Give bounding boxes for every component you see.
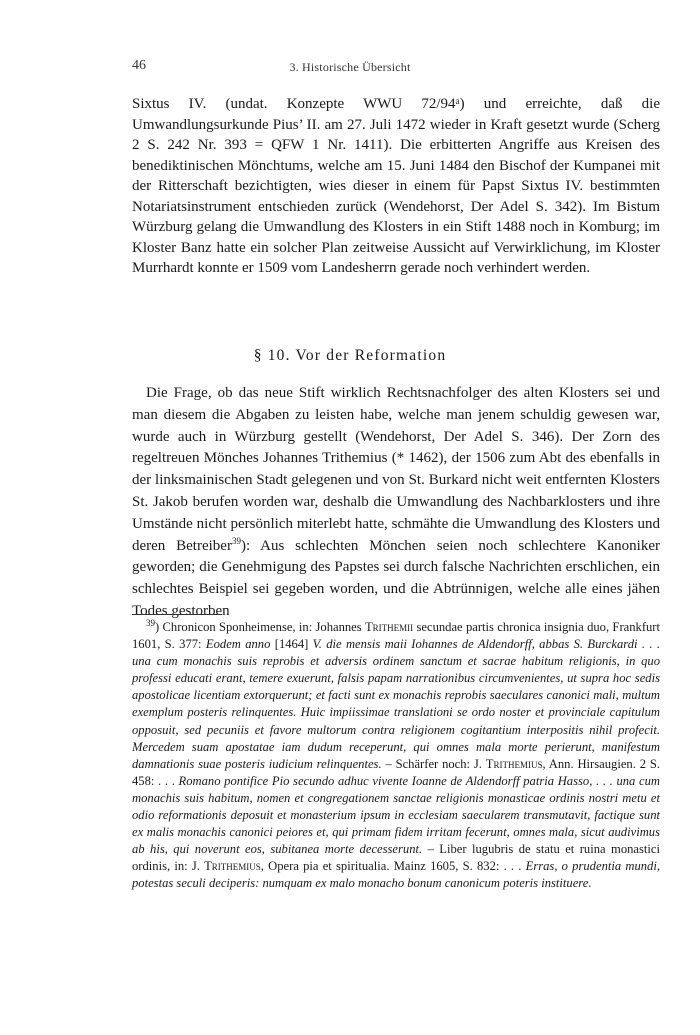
section-heading: § 10. Vor der Reformation — [253, 347, 447, 364]
latin-quote: Romano pontifice Pio secundo adhuc vivente Ioanne de Aldendorff patria Hasso, . . . una cum monachis suis habitum, nomen et congregationem sanctae religionis monasticae ordinis nostri metu et odio reformationis deposuit et monasterium ipsum in ecclesiam saecularem transmutavit, factique sunt ex malis monachis canonici peiores et, qui primam fidem irritam fecerunt, omnes mala, sicut audivimus ab his, qui noverunt eos, subitanea morte decesserunt. — [132, 773, 660, 857]
running-head: 3. Historische Übersicht — [289, 60, 411, 74]
paragraph-text: ): Aus schlechten Mönchen seien noch schlechtere Kanoniker geworden; die Genehmigung des Papstes sei durch falsche Nachrichten erschlichen, ein schlechtes Beispiel sei gegeben worden, und die Abtrünnigen, welche alle eines jähen Todes gestorben — [132, 537, 660, 619]
footnote-marker: 39 — [146, 617, 155, 628]
footnote-text: – Schärfer noch: J. — [381, 756, 486, 771]
paragraph: Sixtus IV. (undat. Konzepte WWU 72/94ᵃ) und erreichte, daß die Umwandlungsurkunde Pius’ II. am 27. Juli 1472 wieder in Kraft gesetzt wurde (Scherg 2 S. 242 Nr. 393 = QFW 1 Nr. 1411). Die erbitterten Angriffe aus Kreisen des benediktinischen Mönchtums, welche am 15. Juni 1484 den Bischof der Kumpanei mit der Ritterschaft bezichtigten, wies dieser in einem für Papst Sixtus IV. bestimmten Notariatsinstrument entschieden zurück (Wendehorst, Der Adel S. 342). Im Bistum Würzburg gelang die Umwandlung des Klosters in ein Stift 1488 noch in Komburg; im Kloster Banz hatte ein solcher Plan zeitweise Aussicht auf Verwirklichung, im Kloster Murrhardt konnte er 1509 vom Landesherrn gerade noch verhindert werden. — [132, 96, 660, 276]
body-text-continuation — [132, 94, 660, 279]
footnote-text: [1464] — [270, 637, 313, 652]
author-name: Trithemii — [364, 620, 414, 634]
footnote-text: ) Chronicon Sponheimense, in: Johannes — [155, 620, 365, 634]
footnote-text: , Opera pia et spiritualia. Mainz 1605, S. 832: . . . — [260, 859, 526, 874]
latin-quote: Erras, o prudentia mundi, potestas seculi deciperis: numquam ex malo monacho bonum canonicum poteris instituere. — [132, 859, 660, 891]
paragraph — [132, 383, 660, 623]
footnote-divider — [132, 614, 222, 615]
author-name: Trithemius — [204, 859, 261, 874]
author-name: Trithemius — [485, 756, 543, 771]
paragraph-text: Die Frage, ob das neue Stift wirklich Rechtsnachfolger des alten Klosters sei und man diesem die Abgaben zu leisten habe, welche man jenem schuldig gewesen war, wurde auch in Würzburg gestellt (Wendehorst, Der Adel S. 346). Der Zorn des regeltreuen Mönches Johannes Trithemius (* 1462), der 1506 zum Abt des ebenfalls in der linksmainischen Stadt gelegenen und von St. Burkard nicht weit entfernten Klosters St. Jakob berufen worden war, deshalb die Umwandlung des Nachbarklosters und ihre Umstände nicht persönlich miterlebt hatte, schmähte die Umwandlung des Klosters und deren Betreiber — [132, 385, 660, 554]
footnote-text: – Liber lugubris de statu et ruina monastici ordinis, in: J. — [132, 842, 660, 874]
footnote-text: secundae partis chronica insignia duo, Frankfurt 1601, S. 377: — [132, 620, 660, 652]
latin-quote: V. die mensis maii Iohannes de Aldendorff, abbas S. Burckardi . . . una cum monachis suis reprobis et adversis ordinem sanctum et sacrae habitum religionis, in quo professi educati erant, temere exuerunt, falsis papam narrationibus circumvenientes, ut supra hoc sedis apostolicae licentiam extorquerunt; et facti sunt ex monachis reprobis saeculares canonici mali, multum exemplum posteris relinquentes. Huic impiissimae translationi se ordo noster et provinciale capitulum opposuit, sed pecuniis et favore multorum contra religionem cogitantium interpositis nihil profecit. Mercedem suam apostatae iam dudum receperunt, qui omnes mala morte perierunt, manifestum damnationis suae posteris iudicium relinquentes. — [132, 637, 660, 771]
footnote-text: , Ann. Hirsaugien. 2 S. 458: . . . — [132, 756, 660, 788]
footnote-reference[interactable]: 39 — [231, 535, 241, 546]
footnote — [132, 619, 660, 893]
body-text-section — [132, 383, 660, 623]
page-number: 46 — [132, 58, 146, 73]
latin-quote: Eodem anno — [205, 637, 271, 652]
